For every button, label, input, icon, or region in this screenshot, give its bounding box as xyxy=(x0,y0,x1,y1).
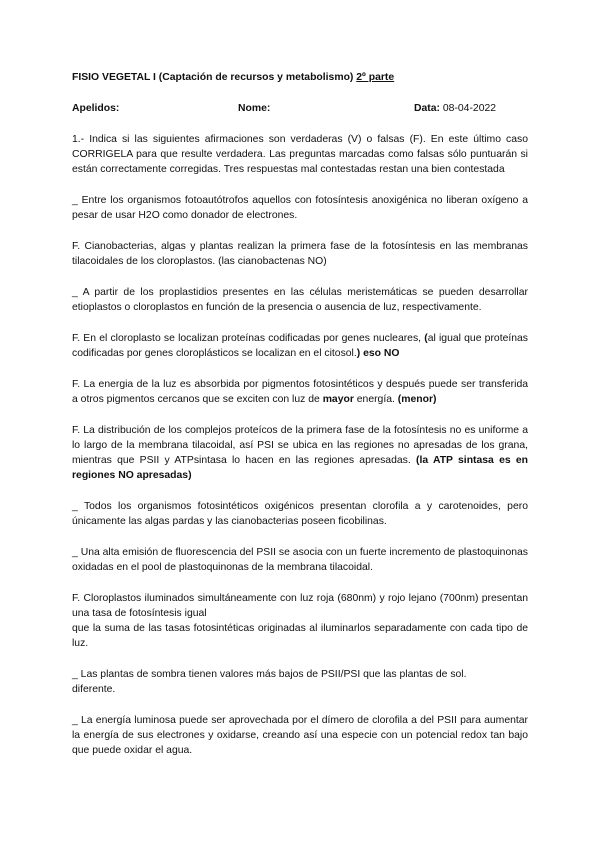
title-main: FISIO VEGETAL I (Captación de recursos y metabolismo) xyxy=(72,72,354,83)
correction: diferente. xyxy=(72,684,116,695)
statement-text: Entre los organismos fotoautótrofos aquellos con fotosíntesis anoxigénica no liberan oxígeno a pesar de usar H2O como donador de electrones. xyxy=(72,195,528,221)
statement-text-2: energía. xyxy=(356,394,395,405)
instructions: 1.- Indica si las siguientes afirmaciones son verdaderas (V) o falsas (F). En este último caso CORRIGELA para que resulte verdadera. Las preguntas marcadas como falsas sólo puntuarán si están correctamente corregidas. Tres respuestas mal contestadas restan una bien contestada xyxy=(72,134,528,175)
answer-mark: F. xyxy=(72,333,81,344)
fecha-field xyxy=(414,101,496,116)
emphasis-word: mayor xyxy=(322,394,354,405)
statement-6 xyxy=(72,423,528,483)
statement-9 xyxy=(72,591,528,651)
answer-mark: _ xyxy=(72,669,78,680)
answer-mark: _ xyxy=(72,501,78,512)
fecha-label: Data: xyxy=(414,103,440,114)
answer-mark: F. xyxy=(72,379,81,390)
student-header xyxy=(72,101,528,116)
correction: (menor) xyxy=(397,394,437,405)
statement-2 xyxy=(72,239,528,269)
statement-8 xyxy=(72,545,528,575)
answer-mark: F. xyxy=(72,425,81,436)
statement-10 xyxy=(72,667,528,697)
statement-5 xyxy=(72,377,528,407)
answer-mark: F. xyxy=(72,241,81,252)
statement-text-2: al igual que proteínas codificadas por genes cloroplásticos se localizan en el citosol. xyxy=(72,333,528,359)
statement-1 xyxy=(72,193,528,223)
statement-text: Cloroplastos iluminados simultáneamente con luz roja (680nm) y rojo lejano (700nm) presentan una tasa de fotosíntesis igual xyxy=(72,593,528,619)
exam-title xyxy=(72,70,528,85)
statement-text: A partir de los proplastidios presentes en las células meristemáticas se pueden desarrollar etioplastos o cloroplastos en función de la presencia o ausencia de luz, respectivamente. xyxy=(72,287,528,313)
statement-text: Las plantas de sombra tienen valores más bajos de PSII/PSI que las plantas de sol. xyxy=(80,669,467,680)
statement-4 xyxy=(72,331,528,361)
statement-text: Cianobacterias, algas y plantas realizan la primera fase de la fotosíntesis en las membranas tilacoidales de los cloroplastos. (las cianobactenas NO) xyxy=(72,241,528,267)
fecha-value: 08-04-2022 xyxy=(442,103,497,114)
statement-text: La energía luminosa puede ser aprovechada por el dímero de clorofila a del PSII para aumentar la energía de sus electrones y oxidarse, creando así una especie con un potencial redox tan bajo que puede oxidar el agua. xyxy=(72,715,528,756)
correction: (la ATP sintasa es en regiones NO apresadas) xyxy=(72,455,529,481)
answer-mark: _ xyxy=(72,547,78,558)
correction-open: ( xyxy=(424,333,428,344)
answer-mark: F. xyxy=(72,593,81,604)
statement-3 xyxy=(72,285,528,315)
answer-mark: _ xyxy=(72,715,78,726)
statement-text: La distribución de los complejos proteícos de la primera fase de la fotosíntesis no es uniforme a lo largo de la membrana tilacoidal, así PSI se ubica en las regiones no apresadas de los grana, mientras que PSII y ATPsintasa lo hacen en las regiones apresadas. xyxy=(72,425,529,466)
answer-mark: _ xyxy=(72,195,78,206)
statement-text: La energia de la luz es absorbida por pigmentos fotosintéticos y después puede ser transferida a otros pigmentos cercanos que se exciten con luz de xyxy=(72,379,528,405)
exam-page xyxy=(72,70,528,774)
title-part: 2º parte xyxy=(356,72,395,83)
statement-text-2: que la suma de las tasas fotosintéticas originadas al iluminarlos separadamente con cada tipo de luz. xyxy=(72,623,528,649)
statement-text: Una alta emisión de fluorescencia del PSII se asocia con un fuerte incremento de plastoquinonas oxidadas en el pool de plastoquinonas de la membrana tilacoidal. xyxy=(72,547,528,573)
statement-11 xyxy=(72,713,528,758)
statement-7 xyxy=(72,499,528,529)
statement-text: Todos los organismos fotosintéticos oxigénicos presentan clorofila a y carotenoides, pero únicamente las algas pardas y las cianobacterias poseen ficobilinas. xyxy=(72,501,528,527)
apellidos-label: Apelidos: xyxy=(72,103,120,114)
nombre-label: Nome: xyxy=(238,103,271,114)
answer-mark: _ xyxy=(72,287,78,298)
statement-text: En el cloroplasto se localizan proteínas codificadas por genes nucleares, xyxy=(83,333,422,344)
correction-close: ) eso NO xyxy=(356,348,400,359)
